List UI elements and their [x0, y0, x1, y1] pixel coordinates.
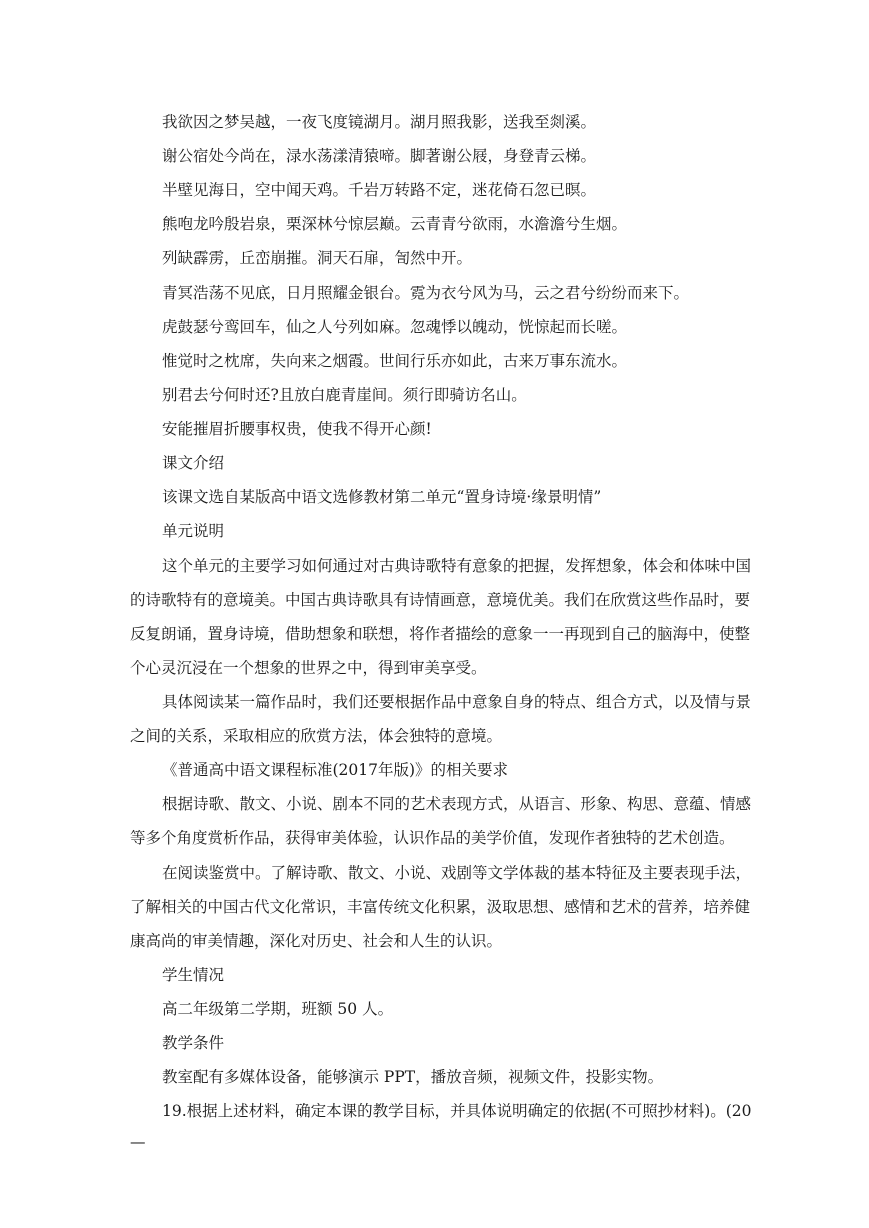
standard-paragraph-line: 在阅读鉴赏中。了解诗歌、散文、小说、戏剧等文学体裁的基本特征及主要表现手法，	[162, 864, 752, 882]
unit-paragraph-line: 反复朗诵，置身诗境，借助想象和联想，将作者描绘的意象一一再现到自己的脑海中，使整	[130, 625, 751, 643]
poem-line: 别君去兮何时还?且放白鹿青崖间。须行即骑访名山。	[162, 386, 527, 404]
question-continuation: —	[130, 1133, 146, 1151]
poem-line: 青冥浩荡不见底，日月照耀金银台。霓为衣兮风为马，云之君兮纷纷而来下。	[162, 284, 690, 302]
section-heading-unit: 单元说明	[162, 522, 225, 540]
poem-line: 我欲因之梦吴越，一夜飞度镜湖月。湖月照我影，送我至剡溪。	[162, 113, 597, 131]
standard-paragraph-line: 等多个角度赏析作品，获得审美体验，认识作品的美学价值，发现作者独特的艺术创造。	[130, 829, 735, 847]
unit-paragraph-line: 具体阅读某一篇作品时，我们还要根据作品中意象自身的特点、组合方式，以及情与景	[162, 693, 752, 711]
conditions-text: 教室配有多媒体设备，能够演示 PPT，播放音频，视频文件，投影实物。	[162, 1068, 664, 1086]
section-heading-intro: 课文介绍	[162, 454, 225, 472]
section-heading-conditions: 教学条件	[162, 1034, 225, 1052]
poem-line: 半壁见海日，空中闻天鸡。千岩万转路不定，迷花倚石忽已暝。	[162, 181, 597, 199]
poem-line: 列缺霹雳，丘峦崩摧。洞天石扉，訇然中开。	[162, 249, 473, 267]
question-text: 19.根据上述材料，确定本课的教学目标，并具体说明确定的依据(不可照抄材料)。(20	[162, 1102, 752, 1120]
unit-paragraph-line: 这个单元的主要学习如何通过对古典诗歌特有意象的把握，发挥想象，体会和体味中国	[162, 557, 752, 575]
unit-paragraph-line: 的诗歌特有的意境美。中国古典诗歌具有诗情画意，意境优美。我们在欣赏这些作品时，要	[130, 591, 751, 609]
unit-paragraph-line: 个心灵沉浸在一个想象的世界之中，得到审美享受。	[130, 659, 487, 677]
standard-paragraph-line: 了解相关的中国古代文化常识，丰富传统文化积累，汲取思想、感情和艺术的营养，培养健	[130, 898, 751, 916]
poem-line: 惟觉时之枕席，失向来之烟霞。世间行乐亦如此，古来万事东流水。	[162, 352, 628, 370]
section-heading-students: 学生情况	[162, 966, 225, 984]
standard-paragraph-line: 根据诗歌、散文、小说、剧本不同的艺术表现方式，从语言、形象、构思、意蕴、情感	[162, 795, 752, 813]
section-heading-standard: 《普通高中语文课程标准(2017年版)》的相关要求	[162, 761, 509, 779]
unit-paragraph-line: 之间的关系，采取相应的欣赏方法，体会独特的意境。	[130, 727, 503, 745]
poem-line: 虎鼓瑟兮鸾回车，仙之人兮列如麻。忽魂悸以魄动，恍惊起而长嗟。	[162, 318, 628, 336]
poem-line: 安能摧眉折腰事权贵，使我不得开心颜!	[162, 420, 432, 438]
students-text: 高二年级第二学期，班额 50 人。	[162, 1000, 394, 1018]
poem-line: 熊咆龙吟殷岩泉，栗深林兮惊层巅。云青青兮欲雨，水澹澹兮生烟。	[162, 215, 628, 233]
intro-text: 该课文选自某版高中语文选修教材第二单元“置身诗境·缘景明情”	[162, 488, 602, 506]
poem-line: 谢公宿处今尚在，渌水荡漾清猿啼。脚著谢公屐，身登青云梯。	[162, 147, 597, 165]
standard-paragraph-line: 康高尚的审美情趣，深化对历史、社会和人生的认识。	[130, 932, 503, 950]
